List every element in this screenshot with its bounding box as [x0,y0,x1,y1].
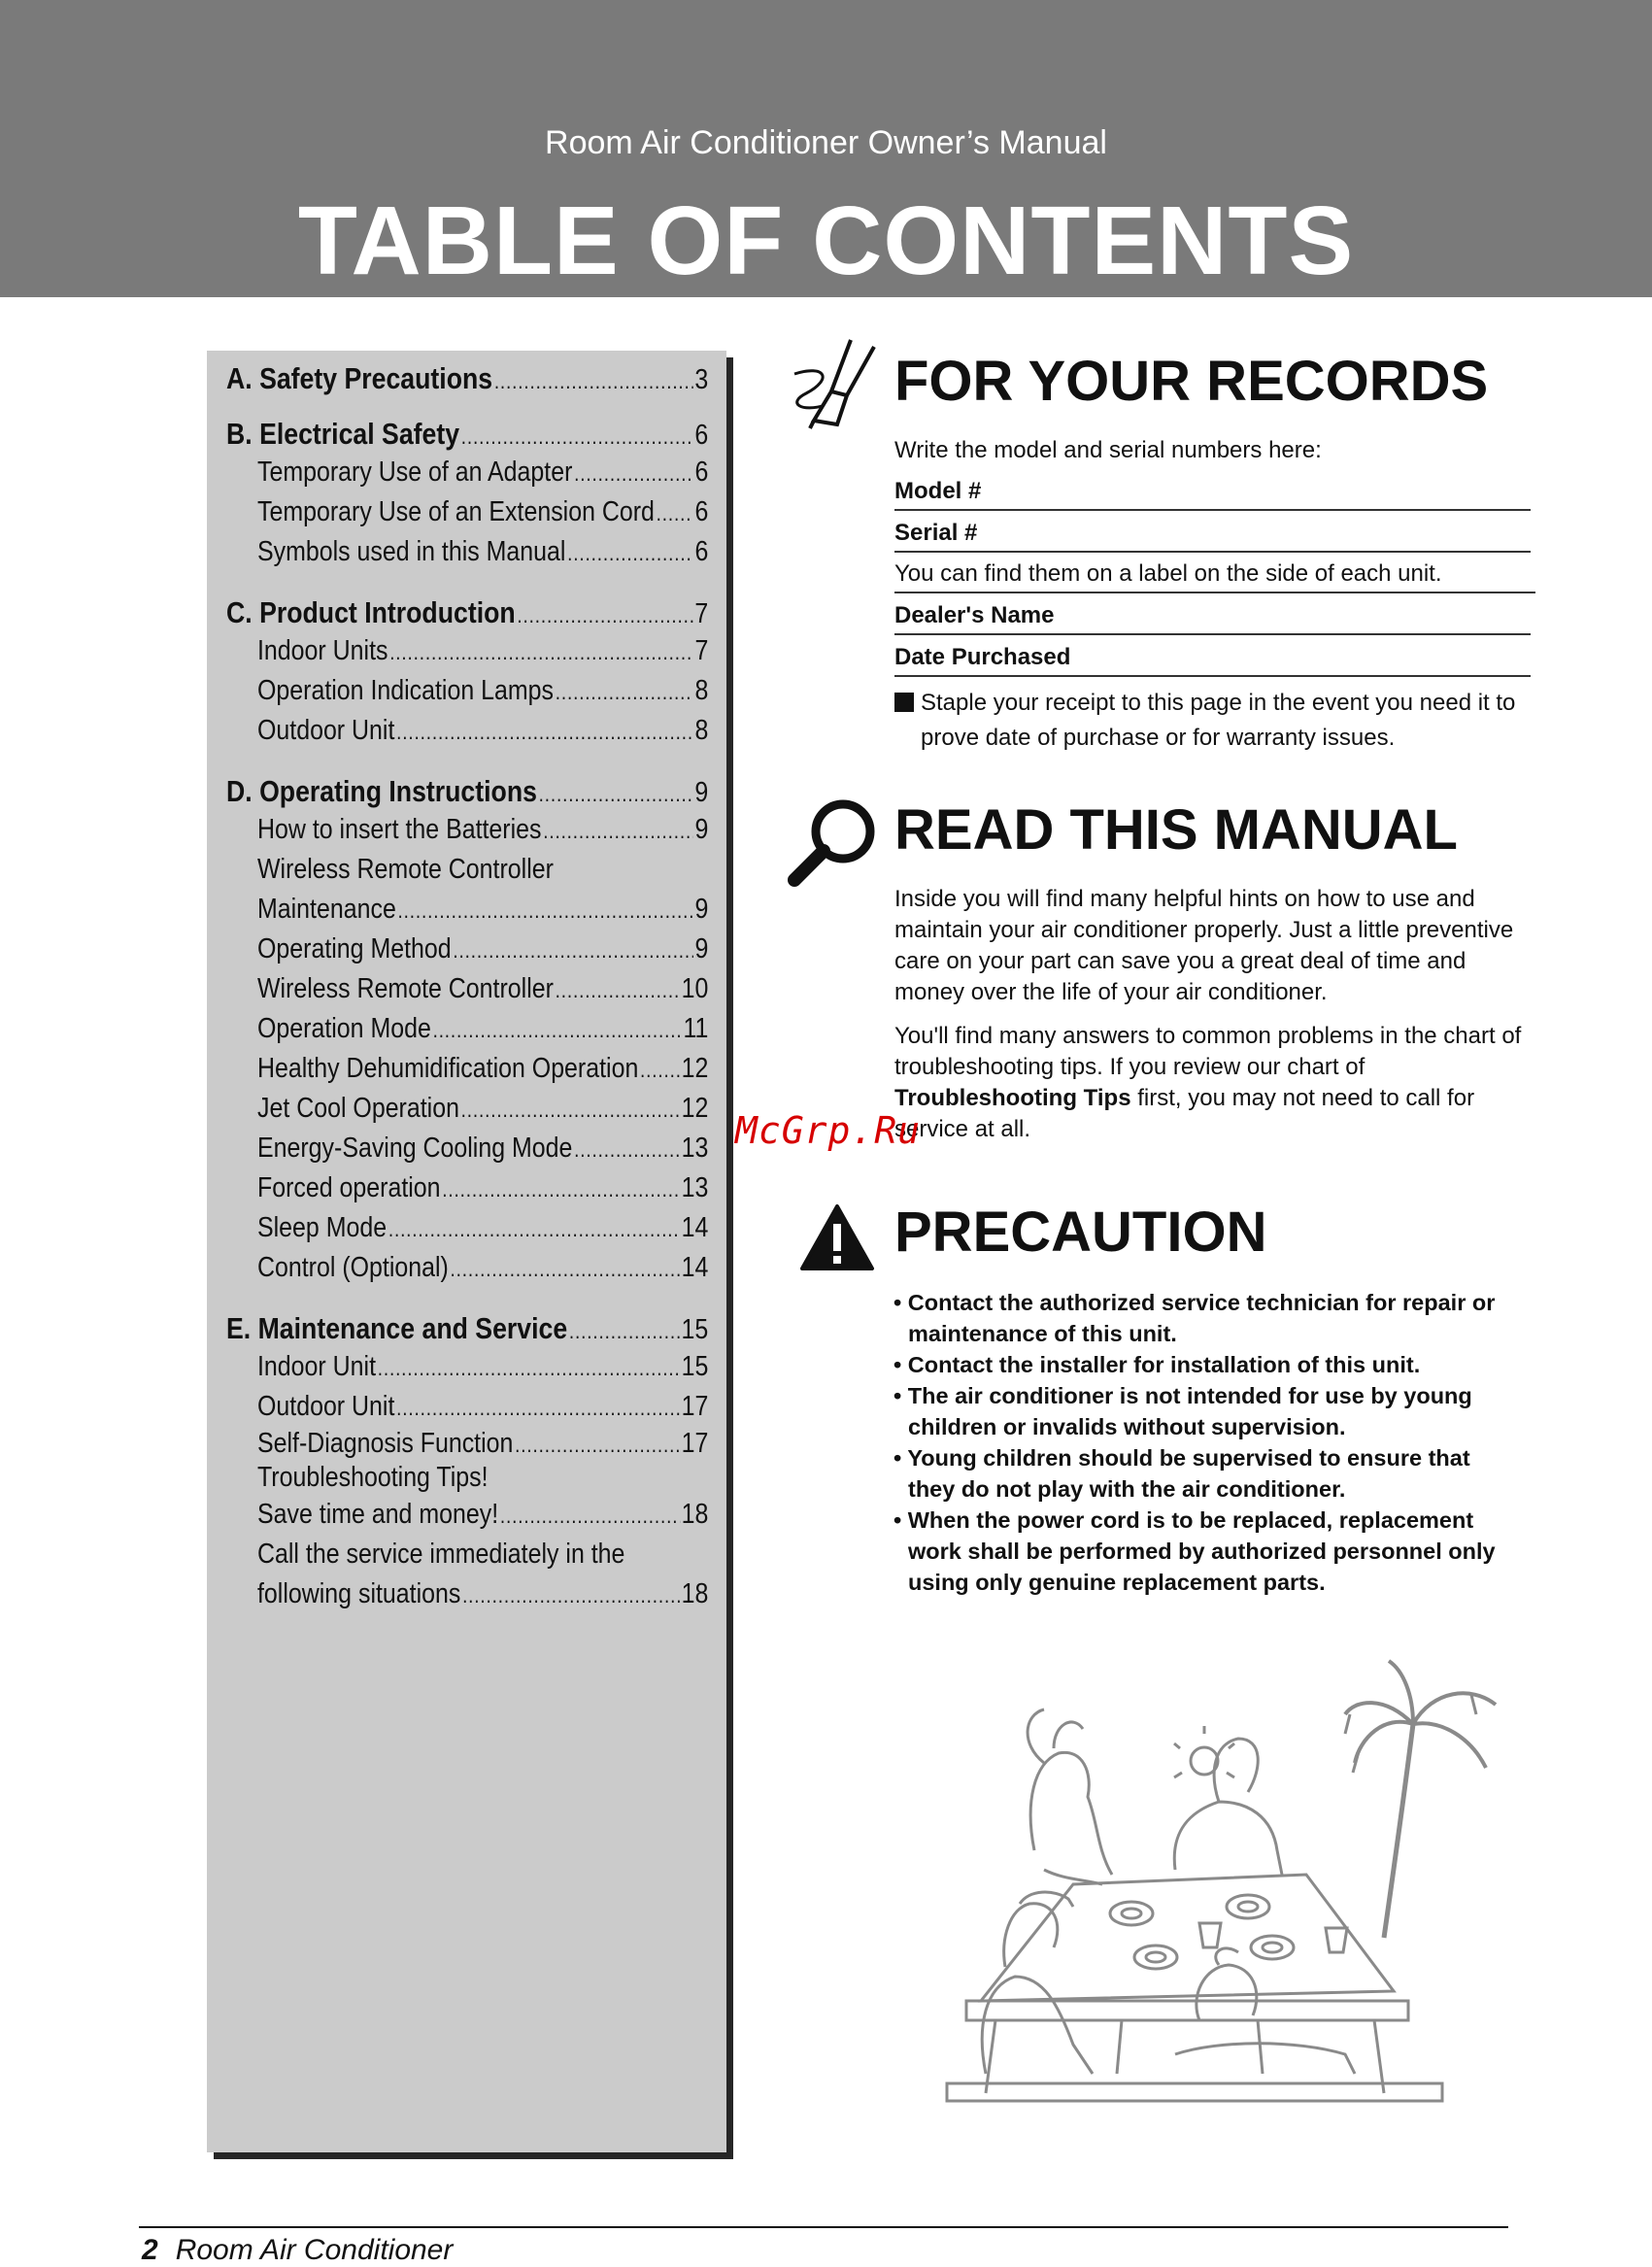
toc-dot-leader [451,1257,680,1282]
toc-page-number: 6 [694,457,709,488]
toc-entry-label: Save time and money! [257,1499,499,1530]
manual-paragraph-2 [894,1021,1535,1145]
toc-entry-label: Operation Mode [257,1013,431,1044]
toc-section[interactable] [226,361,708,396]
toc-page-number: 12 [681,1053,709,1084]
toc-entry-label: Temporary Use of an Adapter [257,457,573,488]
toc-dot-leader [461,424,693,450]
toc-page-number: 15 [681,1314,709,1345]
toc-page-number: 17 [681,1428,709,1459]
precaution-item: • Contact the authorized service technician for repair or maintenance of this unit. [893,1290,1496,1346]
toc-entry-label: Forced operation [257,1172,441,1203]
toc-entry-label: Wireless Remote Controller [257,854,554,885]
toc-entry-label: Control (Optional) [257,1252,449,1283]
toc-entry-label: Healthy Dehumidification Operation [257,1053,639,1084]
toc-entry-label: Symbols used in this Manual [257,536,566,567]
toc-entry-label: Call the service immediately in the [257,1539,625,1570]
toc-entry[interactable] [257,715,708,747]
toc-page-number: 12 [681,1093,709,1124]
toc-entry[interactable] [257,1391,708,1423]
toc-page-number: 13 [681,1133,709,1164]
toc-page-number: 9 [694,933,709,964]
toc-entry-label: Outdoor Unit [257,715,395,746]
toc-entry[interactable] [257,973,708,1005]
toc-dot-leader [453,938,692,964]
toc-dot-leader [396,720,693,745]
toc-entry[interactable] [257,496,708,528]
toc-entry[interactable] [257,1351,708,1383]
records-intro: Write the model and serial numbers here: [894,437,1322,463]
toc-entry-label: Wireless Remote Controller [257,973,554,1004]
toc-dot-leader [494,369,693,394]
toc-dot-leader [574,1137,680,1163]
toc-page-number: 6 [694,496,709,527]
toc-page-number: 9 [694,777,709,808]
toc-entry-label: Operating Method [257,933,452,964]
page-title: TABLE OF CONTENTS [297,186,1355,295]
toc-page-number: 7 [694,598,709,629]
toc-entry-label: Energy-Saving Cooling Mode [257,1133,573,1164]
watermark-text: McGrp.Ru [735,1109,922,1152]
toc-entry-label: Temporary Use of an Extension Cord [257,496,655,527]
precaution-list [893,1287,1515,1598]
precaution-item: • Contact the installer for installation of this unit. [893,1352,1421,1377]
toc-entry[interactable] [257,933,708,965]
toc-page-number: 18 [681,1578,709,1609]
toc-dot-leader [378,1356,680,1381]
toc-dot-leader [517,603,692,628]
toc-dot-leader [574,461,693,487]
staple-note [894,686,1562,756]
toc-page-number: 8 [694,715,709,746]
toc-section[interactable] [226,595,708,630]
toc-entry[interactable] [257,536,708,568]
toc-entry[interactable] [257,1428,708,1460]
toc-entry[interactable] [257,1578,708,1610]
toc-entry-label: D. Operating Instructions [226,774,537,808]
toc-page-number: 8 [694,675,709,706]
toc-entry-label: How to insert the Batteries [257,814,542,845]
toc-dot-leader [567,541,693,566]
toc-dot-leader [462,1583,680,1608]
toc-page-number: 10 [681,973,709,1004]
magnifier-icon [785,795,882,892]
records-title: FOR YOUR RECORDS [894,350,1489,413]
manual-paragraph-1: Inside you will find many helpful hints on how to use and maintain your air conditioner properly. Just a little preventive care on your part can save you a great deal of time and money over the life of your air conditioner. [894,886,1514,1005]
toc-entry[interactable] [257,1212,708,1244]
toc-dot-leader [461,1098,680,1123]
toc-page-number: 14 [681,1252,709,1283]
manual-paragraph-2a: You'll find many answers to common problems in the chart of troubleshooting tips. If you review our chart of [894,1023,1522,1080]
toc-dot-leader [442,1177,680,1202]
table-of-contents [207,351,726,2152]
toc-entry[interactable] [257,814,708,846]
footer-text: Room Air Conditioner [175,2234,454,2266]
toc-entry[interactable] [257,894,708,926]
footer-divider [139,2226,1508,2228]
toc-entry[interactable] [257,1133,708,1165]
toc-dot-leader [543,819,693,844]
date-purchased-field[interactable]: Date Purchased [894,644,1531,677]
square-bullet-icon [894,693,914,712]
toc-dot-leader [500,1504,680,1529]
staple-note-text: Staple your receipt to this page in the event you need it to prove date of purchase or for warranty issues. [921,690,1516,751]
toc-page-number: 6 [694,536,709,567]
precaution-title: PRECAUTION [894,1201,1267,1264]
manual-subtitle: Room Air Conditioner Owner’s Manual [545,124,1107,161]
toc-dot-leader [539,782,693,807]
serial-number-field[interactable]: Serial # [894,520,1531,553]
label-note: You can find them on a label on the side of each unit. [894,560,1535,593]
warning-triangle-icon [799,1202,875,1272]
toc-page-number: 15 [681,1351,709,1382]
toc-page-number: 6 [694,420,709,451]
toc-entry-label: Indoor Unit [257,1351,376,1382]
page-footer [142,2234,453,2267]
toc-entry[interactable] [257,635,708,667]
manual-title: READ THIS MANUAL [894,798,1458,862]
toc-entry-label: Outdoor Unit [257,1391,395,1422]
page-number: 2 [142,2234,158,2266]
header-band [0,0,1652,297]
toc-page-number: 13 [681,1172,709,1203]
toc-entry-label: Maintenance [257,894,396,925]
pen-signature-icon [767,335,879,432]
toc-dot-leader [515,1433,680,1458]
toc-section[interactable] [226,774,708,809]
precaution-item: • The air conditioner is not intended for use by young children or invalids without supervision. [893,1383,1472,1439]
toc-entry[interactable] [257,1252,708,1284]
toc-entry-label: Troubleshooting Tips! [257,1462,489,1493]
toc-entry[interactable] [257,457,708,489]
toc-entry-label: following situations [257,1578,461,1609]
troubleshooting-tips-emphasis: Troubleshooting Tips [894,1085,1131,1111]
toc-section[interactable] [226,1311,708,1346]
toc-dot-leader [388,1217,680,1242]
toc-dot-leader [396,1396,680,1421]
toc-page-number: 3 [694,364,709,395]
toc-entry[interactable] [257,1013,708,1045]
toc-dot-leader [640,1058,680,1083]
toc-entry-label: A. Safety Precautions [226,361,493,395]
toc-entry-label: E. Maintenance and Service [226,1311,568,1345]
precaution-item: • Young children should be supervised to ensure that they do not play with the air conditioner. [893,1445,1470,1502]
precaution-item: • When the power cord is to be replaced, replacement work shall be performed by authorized personnel only using only genuine replacement parts. [893,1507,1496,1595]
toc-dot-leader [657,501,693,526]
toc-page-number: 14 [681,1212,709,1243]
toc-entry-label: B. Electrical Safety [226,417,460,451]
people-at-picnic-table-illustration [927,1656,1510,2113]
toc-page-number: 9 [694,894,709,925]
toc-entry-label: Operation Indication Lamps [257,675,555,706]
manual-paragraph-2b: first, you may not need to call for service at all. [894,1085,1475,1142]
toc-dot-leader [389,640,693,665]
toc-dot-leader [398,898,693,924]
toc-dot-leader [556,680,693,705]
toc-dot-leader [433,1018,682,1043]
toc-page-number: 9 [694,814,709,845]
toc-entry[interactable] [257,1499,708,1531]
toc-section[interactable] [226,417,708,452]
toc-entry-label: Sleep Mode [257,1212,388,1243]
toc-page-number: 17 [681,1391,709,1422]
toc-page-number: 7 [694,635,709,666]
model-number-field[interactable]: Model # [894,478,1531,511]
toc-entry[interactable] [257,1053,708,1085]
toc-entry-label: Jet Cool Operation [257,1093,459,1124]
toc-entry[interactable] [257,1093,708,1125]
toc-dot-leader [556,978,680,1003]
toc-entry[interactable] [257,1172,708,1204]
toc-page-number: 11 [683,1013,709,1044]
toc-entry-label: Self-Diagnosis Function [257,1428,514,1459]
dealer-name-field[interactable]: Dealer's Name [894,602,1531,635]
toc-entry-label: C. Product Introduction [226,595,516,629]
toc-dot-leader [569,1319,680,1344]
toc-entry[interactable] [257,675,708,707]
toc-entry-label: Indoor Units [257,635,388,666]
toc-page-number: 18 [681,1499,709,1530]
